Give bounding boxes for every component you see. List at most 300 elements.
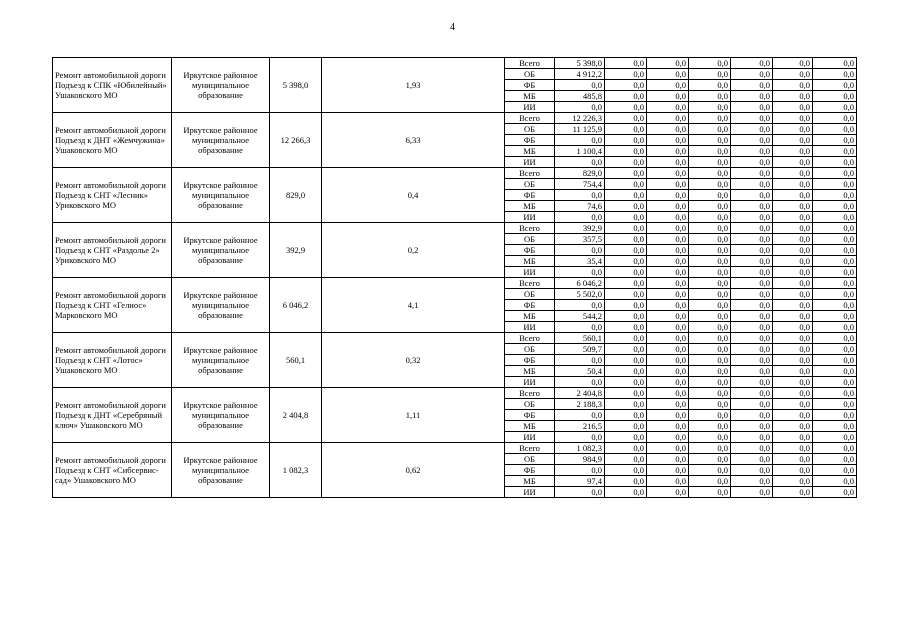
year-amount: 0,0 [773,410,813,421]
year-amount: 0,0 [689,201,731,212]
funding-source: МБ [505,146,555,157]
year-amount: 0,0 [773,355,813,366]
year-amount: 0,0 [773,102,813,113]
year-amount: 0,0 [647,454,689,465]
table-row [53,388,857,399]
year-amount: 0,0 [647,355,689,366]
year-amount: 0,0 [773,333,813,344]
funding-source: МБ [505,421,555,432]
funding-amount: 50,4 [555,366,605,377]
year-amount: 0,0 [689,289,731,300]
funding-source: ИИ [505,377,555,388]
year-amount: 0,0 [813,300,857,311]
funding-source: ФБ [505,410,555,421]
funding-amount: 544,2 [555,311,605,322]
year-amount: 0,0 [605,190,647,201]
table-row [53,58,857,69]
owner-cell: Иркутское районное муниципальное образование [172,113,270,168]
year-amount: 0,0 [731,443,773,454]
year-amount: 0,0 [605,366,647,377]
year-amount: 0,0 [773,311,813,322]
year-amount: 0,0 [813,234,857,245]
road-name: Ремонт автомобильной дороги Подъезд к ДНТ «Жемчужина» Ушаковского МО [53,113,172,168]
year-amount: 0,0 [647,212,689,223]
year-amount: 0,0 [689,421,731,432]
year-amount: 0,0 [689,190,731,201]
year-amount: 0,0 [605,58,647,69]
year-amount: 0,0 [605,124,647,135]
year-amount: 0,0 [773,190,813,201]
table-body [53,58,857,498]
year-amount: 0,0 [605,289,647,300]
year-amount: 0,0 [605,168,647,179]
funding-source: ИИ [505,102,555,113]
year-amount: 0,0 [689,322,731,333]
year-amount: 0,0 [813,399,857,410]
year-amount: 0,0 [813,146,857,157]
year-amount: 0,0 [605,69,647,80]
year-amount: 0,0 [689,388,731,399]
year-amount: 0,0 [605,333,647,344]
total-sum: 5 398,0 [270,58,322,113]
year-amount: 0,0 [813,465,857,476]
year-amount: 0,0 [689,399,731,410]
year-amount: 0,0 [731,256,773,267]
year-amount: 0,0 [813,212,857,223]
road-name: Ремонт автомобильной дороги Подъезд к СНТ «Раздолье 2» Уриковского МО [53,223,172,278]
year-amount: 0,0 [773,377,813,388]
year-amount: 0,0 [813,157,857,168]
year-amount: 0,0 [647,278,689,289]
year-amount: 0,0 [605,322,647,333]
funding-source: ФБ [505,80,555,91]
year-amount: 0,0 [605,432,647,443]
funding-source: ФБ [505,465,555,476]
year-amount: 0,0 [689,212,731,223]
funding-amount: 5 398,0 [555,58,605,69]
year-amount: 0,0 [647,432,689,443]
year-amount: 0,0 [647,311,689,322]
year-amount: 0,0 [773,234,813,245]
year-amount: 0,0 [773,58,813,69]
funding-source: ОБ [505,234,555,245]
year-amount: 0,0 [605,278,647,289]
year-amount: 0,0 [731,135,773,146]
year-amount: 0,0 [647,179,689,190]
funding-source: ФБ [505,355,555,366]
year-amount: 0,0 [773,443,813,454]
year-amount: 0,0 [773,146,813,157]
year-amount: 0,0 [605,146,647,157]
year-amount: 0,0 [813,135,857,146]
year-amount: 0,0 [731,91,773,102]
year-amount: 0,0 [605,102,647,113]
year-amount: 0,0 [813,58,857,69]
funding-source: ФБ [505,135,555,146]
year-amount: 0,0 [605,465,647,476]
total-sum: 560,1 [270,333,322,388]
year-amount: 0,0 [605,355,647,366]
year-amount: 0,0 [731,58,773,69]
year-amount: 0,0 [731,245,773,256]
year-amount: 0,0 [605,113,647,124]
road-length: 1,11 [322,388,505,443]
year-amount: 0,0 [647,190,689,201]
year-amount: 0,0 [605,476,647,487]
year-amount: 0,0 [813,432,857,443]
funding-amount: 35,4 [555,256,605,267]
year-amount: 0,0 [605,388,647,399]
funding-amount: 6 046,2 [555,278,605,289]
year-amount: 0,0 [773,113,813,124]
year-amount: 0,0 [731,289,773,300]
year-amount: 0,0 [605,267,647,278]
year-amount: 0,0 [813,168,857,179]
funding-amount: 0,0 [555,432,605,443]
year-amount: 0,0 [605,487,647,498]
funding-amount: 0,0 [555,465,605,476]
year-amount: 0,0 [605,311,647,322]
year-amount: 0,0 [731,278,773,289]
year-amount: 0,0 [813,487,857,498]
year-amount: 0,0 [689,278,731,289]
year-amount: 0,0 [689,91,731,102]
total-sum: 12 266,3 [270,113,322,168]
year-amount: 0,0 [773,300,813,311]
funding-amount: 509,7 [555,344,605,355]
funding-source: ОБ [505,399,555,410]
year-amount: 0,0 [647,69,689,80]
funding-source: Всего [505,168,555,179]
year-amount: 0,0 [813,388,857,399]
funding-source: МБ [505,91,555,102]
year-amount: 0,0 [689,476,731,487]
year-amount: 0,0 [647,366,689,377]
year-amount: 0,0 [605,399,647,410]
year-amount: 0,0 [605,245,647,256]
funding-amount: 357,5 [555,234,605,245]
funding-amount: 1 100,4 [555,146,605,157]
road-name: Ремонт автомобильной дороги Подъезд к СНТ «Лотос» Ушаковского МО [53,333,172,388]
year-amount: 0,0 [647,333,689,344]
year-amount: 0,0 [773,476,813,487]
year-amount: 0,0 [605,234,647,245]
year-amount: 0,0 [647,135,689,146]
funding-source: ИИ [505,487,555,498]
year-amount: 0,0 [731,190,773,201]
funding-amount: 560,1 [555,333,605,344]
year-amount: 0,0 [689,311,731,322]
funding-amount: 0,0 [555,245,605,256]
year-amount: 0,0 [731,454,773,465]
funding-source: ОБ [505,289,555,300]
funding-source: ИИ [505,157,555,168]
year-amount: 0,0 [689,377,731,388]
year-amount: 0,0 [773,366,813,377]
year-amount: 0,0 [689,223,731,234]
year-amount: 0,0 [605,179,647,190]
year-amount: 0,0 [689,157,731,168]
year-amount: 0,0 [689,256,731,267]
funding-amount: 0,0 [555,377,605,388]
year-amount: 0,0 [647,102,689,113]
year-amount: 0,0 [689,454,731,465]
year-amount: 0,0 [647,476,689,487]
year-amount: 0,0 [731,355,773,366]
year-amount: 0,0 [605,80,647,91]
year-amount: 0,0 [605,300,647,311]
year-amount: 0,0 [773,212,813,223]
year-amount: 0,0 [689,146,731,157]
year-amount: 0,0 [605,223,647,234]
year-amount: 0,0 [689,344,731,355]
year-amount: 0,0 [689,443,731,454]
year-amount: 0,0 [647,399,689,410]
year-amount: 0,0 [731,333,773,344]
year-amount: 0,0 [689,80,731,91]
year-amount: 0,0 [689,135,731,146]
table-row [53,168,857,179]
funding-source: Всего [505,113,555,124]
funding-amount: 485,8 [555,91,605,102]
year-amount: 0,0 [731,146,773,157]
year-amount: 0,0 [689,168,731,179]
year-amount: 0,0 [813,311,857,322]
owner-cell: Иркутское районное муниципальное образование [172,168,270,223]
funding-amount: 392,9 [555,223,605,234]
year-amount: 0,0 [773,157,813,168]
year-amount: 0,0 [731,311,773,322]
table-row [53,333,857,344]
year-amount: 0,0 [605,201,647,212]
funding-source: ОБ [505,69,555,80]
funding-amount: 2 404,8 [555,388,605,399]
road-length: 0,4 [322,168,505,223]
year-amount: 0,0 [813,113,857,124]
year-amount: 0,0 [731,388,773,399]
year-amount: 0,0 [813,344,857,355]
funding-amount: 2 188,3 [555,399,605,410]
year-amount: 0,0 [689,410,731,421]
year-amount: 0,0 [605,377,647,388]
year-amount: 0,0 [689,333,731,344]
owner-cell: Иркутское районное муниципальное образование [172,388,270,443]
year-amount: 0,0 [647,443,689,454]
year-amount: 0,0 [689,465,731,476]
year-amount: 0,0 [731,201,773,212]
road-length: 1,93 [322,58,505,113]
year-amount: 0,0 [773,124,813,135]
funding-amount: 0,0 [555,322,605,333]
year-amount: 0,0 [647,91,689,102]
funding-amount: 984,9 [555,454,605,465]
funding-amount: 829,0 [555,168,605,179]
year-amount: 0,0 [647,124,689,135]
funding-source: Всего [505,333,555,344]
road-repair-table [52,57,857,498]
year-amount: 0,0 [647,410,689,421]
year-amount: 0,0 [689,58,731,69]
total-sum: 1 082,3 [270,443,322,498]
funding-amount: 4 912,2 [555,69,605,80]
road-name: Ремонт автомобильной дороги Подъезд к СНТ «Сибсервис-сад» Ушаковского МО [53,443,172,498]
year-amount: 0,0 [731,80,773,91]
year-amount: 0,0 [731,421,773,432]
year-amount: 0,0 [731,113,773,124]
year-amount: 0,0 [773,168,813,179]
funding-amount: 0,0 [555,410,605,421]
year-amount: 0,0 [647,322,689,333]
year-amount: 0,0 [605,157,647,168]
year-amount: 0,0 [689,234,731,245]
funding-amount: 1 082,3 [555,443,605,454]
funding-amount: 0,0 [555,157,605,168]
year-amount: 0,0 [731,487,773,498]
total-sum: 6 046,2 [270,278,322,333]
road-length: 6,33 [322,113,505,168]
year-amount: 0,0 [605,344,647,355]
year-amount: 0,0 [813,91,857,102]
year-amount: 0,0 [731,399,773,410]
year-amount: 0,0 [773,289,813,300]
year-amount: 0,0 [731,300,773,311]
year-amount: 0,0 [605,135,647,146]
year-amount: 0,0 [773,267,813,278]
owner-cell: Иркутское районное муниципальное образование [172,223,270,278]
funding-source: ОБ [505,344,555,355]
funding-amount: 754,4 [555,179,605,190]
year-amount: 0,0 [647,256,689,267]
year-amount: 0,0 [731,157,773,168]
funding-source: ФБ [505,190,555,201]
funding-source: Всего [505,278,555,289]
year-amount: 0,0 [647,377,689,388]
funding-source: ОБ [505,454,555,465]
total-sum: 829,0 [270,168,322,223]
funding-source: ОБ [505,124,555,135]
year-amount: 0,0 [813,366,857,377]
year-amount: 0,0 [813,410,857,421]
year-amount: 0,0 [773,465,813,476]
table-row [53,113,857,124]
funding-source: МБ [505,256,555,267]
funding-amount: 11 125,9 [555,124,605,135]
funding-source: Всего [505,388,555,399]
page-number: 4 [450,22,455,33]
year-amount: 0,0 [813,190,857,201]
year-amount: 0,0 [647,465,689,476]
owner-cell: Иркутское районное муниципальное образование [172,278,270,333]
funding-amount: 0,0 [555,80,605,91]
year-amount: 0,0 [689,179,731,190]
funding-amount: 0,0 [555,355,605,366]
funding-source: МБ [505,201,555,212]
year-amount: 0,0 [689,124,731,135]
year-amount: 0,0 [773,421,813,432]
year-amount: 0,0 [647,113,689,124]
year-amount: 0,0 [773,179,813,190]
year-amount: 0,0 [773,91,813,102]
year-amount: 0,0 [731,267,773,278]
year-amount: 0,0 [773,432,813,443]
year-amount: 0,0 [813,421,857,432]
road-name: Ремонт автомобильной дороги Подъезд к СПК «Юбилейный» Ушаковского МО [53,58,172,113]
year-amount: 0,0 [689,113,731,124]
funding-source: ОБ [505,179,555,190]
funding-source: ФБ [505,245,555,256]
year-amount: 0,0 [813,256,857,267]
year-amount: 0,0 [773,344,813,355]
funding-amount: 216,5 [555,421,605,432]
year-amount: 0,0 [689,300,731,311]
year-amount: 0,0 [813,454,857,465]
year-amount: 0,0 [647,289,689,300]
year-amount: 0,0 [813,278,857,289]
year-amount: 0,0 [647,146,689,157]
funding-source: ФБ [505,300,555,311]
year-amount: 0,0 [605,212,647,223]
year-amount: 0,0 [773,201,813,212]
year-amount: 0,0 [731,377,773,388]
year-amount: 0,0 [731,322,773,333]
year-amount: 0,0 [813,245,857,256]
year-amount: 0,0 [731,179,773,190]
year-amount: 0,0 [731,476,773,487]
year-amount: 0,0 [813,289,857,300]
year-amount: 0,0 [647,58,689,69]
owner-cell: Иркутское районное муниципальное образование [172,333,270,388]
year-amount: 0,0 [813,223,857,234]
funding-amount: 0,0 [555,487,605,498]
year-amount: 0,0 [773,245,813,256]
road-length: 4,1 [322,278,505,333]
year-amount: 0,0 [647,201,689,212]
year-amount: 0,0 [813,355,857,366]
year-amount: 0,0 [689,432,731,443]
funding-source: МБ [505,366,555,377]
year-amount: 0,0 [731,432,773,443]
funding-amount: 0,0 [555,135,605,146]
year-amount: 0,0 [731,102,773,113]
funding-source: Всего [505,443,555,454]
funding-source: ИИ [505,322,555,333]
year-amount: 0,0 [773,487,813,498]
funding-amount: 0,0 [555,190,605,201]
year-amount: 0,0 [813,267,857,278]
road-name: Ремонт автомобильной дороги Подъезд к ДНТ «Серебряный ключ» Ушаковского МО [53,388,172,443]
year-amount: 0,0 [773,223,813,234]
year-amount: 0,0 [605,410,647,421]
year-amount: 0,0 [647,80,689,91]
year-amount: 0,0 [813,124,857,135]
funding-source: Всего [505,223,555,234]
year-amount: 0,0 [813,377,857,388]
year-amount: 0,0 [731,344,773,355]
year-amount: 0,0 [813,476,857,487]
year-amount: 0,0 [773,454,813,465]
year-amount: 0,0 [647,245,689,256]
year-amount: 0,0 [813,322,857,333]
funding-source: МБ [505,311,555,322]
table-row [53,223,857,234]
year-amount: 0,0 [813,179,857,190]
funding-amount: 0,0 [555,102,605,113]
year-amount: 0,0 [647,487,689,498]
table-row [53,278,857,289]
year-amount: 0,0 [647,223,689,234]
year-amount: 0,0 [605,443,647,454]
year-amount: 0,0 [773,69,813,80]
